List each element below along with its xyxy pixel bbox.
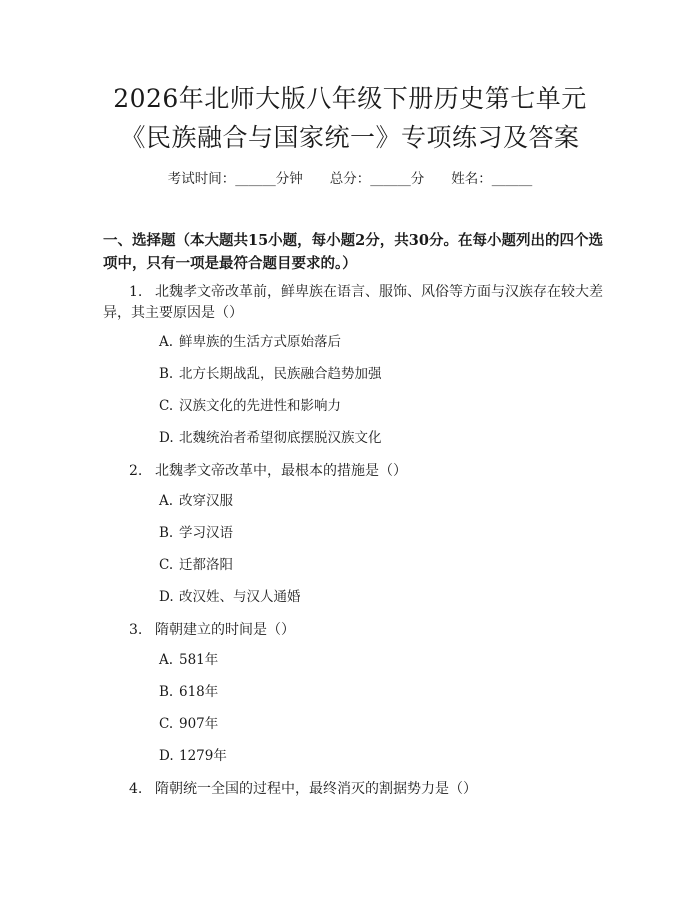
question-text: 北魏孝文帝改革中，最根本的措施是（）: [155, 463, 407, 479]
option-2a[interactable]: [159, 491, 233, 511]
section-heading-line2: 项中，只有一项是最符合题目要求的。）: [103, 255, 357, 272]
option-letter: C.: [159, 716, 174, 732]
question-2: [103, 458, 603, 484]
question-4: [103, 776, 603, 802]
option-letter: A.: [159, 652, 174, 668]
option-text: 改穿汉服: [179, 493, 233, 509]
page-title-line2: 《民族融合与国家统一》专项练习及答案: [120, 123, 580, 152]
option-text: 改汉姓、与汉人通婚: [179, 589, 301, 605]
question-number: 1.: [129, 284, 143, 300]
question-text: 北魏孝文帝改革前，鲜卑族在语言、服饰、风俗等方面与汉族存在较大差: [155, 284, 603, 300]
question-text: 异，其主要原因是（）: [103, 305, 243, 321]
option-letter: A.: [159, 334, 174, 350]
option-text: 鲜卑族的生活方式原始落后: [179, 334, 341, 350]
option-2b[interactable]: [159, 523, 233, 543]
question-text: 隋朝建立的时间是（）: [155, 622, 295, 638]
option-2c[interactable]: [159, 555, 233, 575]
option-3b[interactable]: [159, 682, 218, 702]
option-letter: D.: [159, 430, 174, 446]
option-1b[interactable]: [159, 364, 382, 384]
option-2d[interactable]: [159, 587, 301, 607]
option-1c[interactable]: [159, 396, 341, 416]
option-letter: D.: [159, 748, 174, 764]
option-text: 汉族文化的先进性和影响力: [179, 398, 341, 414]
exam-meta-info: 考试时间：______分钟 总分：______分 姓名：______: [167, 171, 533, 187]
option-text: 1279年: [179, 748, 227, 764]
question-3: [103, 617, 603, 643]
option-1a[interactable]: [159, 332, 341, 352]
page-title-line1: 2026年北师大版八年级下册历史第七单元: [113, 84, 587, 113]
question-number: 4.: [129, 781, 143, 797]
option-letter: B.: [159, 684, 174, 700]
option-letter: B.: [159, 366, 174, 382]
option-text: 北方长期战乱，民族融合趋势加强: [179, 366, 382, 382]
option-letter: D.: [159, 589, 174, 605]
option-letter: A.: [159, 493, 174, 509]
question-1-continued: [103, 300, 603, 326]
option-letter: C.: [159, 557, 174, 573]
section-heading-line1: 一、选择题（本大题共15小题，每小题2分，共30分。在每小题列出的四个选: [103, 232, 603, 249]
option-text: 学习汉语: [179, 525, 233, 541]
option-text: 581年: [179, 652, 219, 668]
option-text: 迁都洛阳: [179, 557, 233, 573]
option-3a[interactable]: [159, 650, 218, 670]
option-letter: C.: [159, 398, 174, 414]
option-letter: B.: [159, 525, 174, 541]
option-3c[interactable]: [159, 714, 218, 734]
option-3d[interactable]: [159, 746, 227, 766]
option-1d[interactable]: [159, 428, 382, 448]
question-number: 2.: [129, 463, 143, 479]
option-text: 618年: [179, 684, 219, 700]
question-number: 3.: [129, 622, 143, 638]
question-text: 隋朝统一全国的过程中，最终消灭的割据势力是（）: [155, 781, 477, 797]
option-text: 北魏统治者希望彻底摆脱汉族文化: [179, 430, 382, 446]
option-text: 907年: [179, 716, 219, 732]
